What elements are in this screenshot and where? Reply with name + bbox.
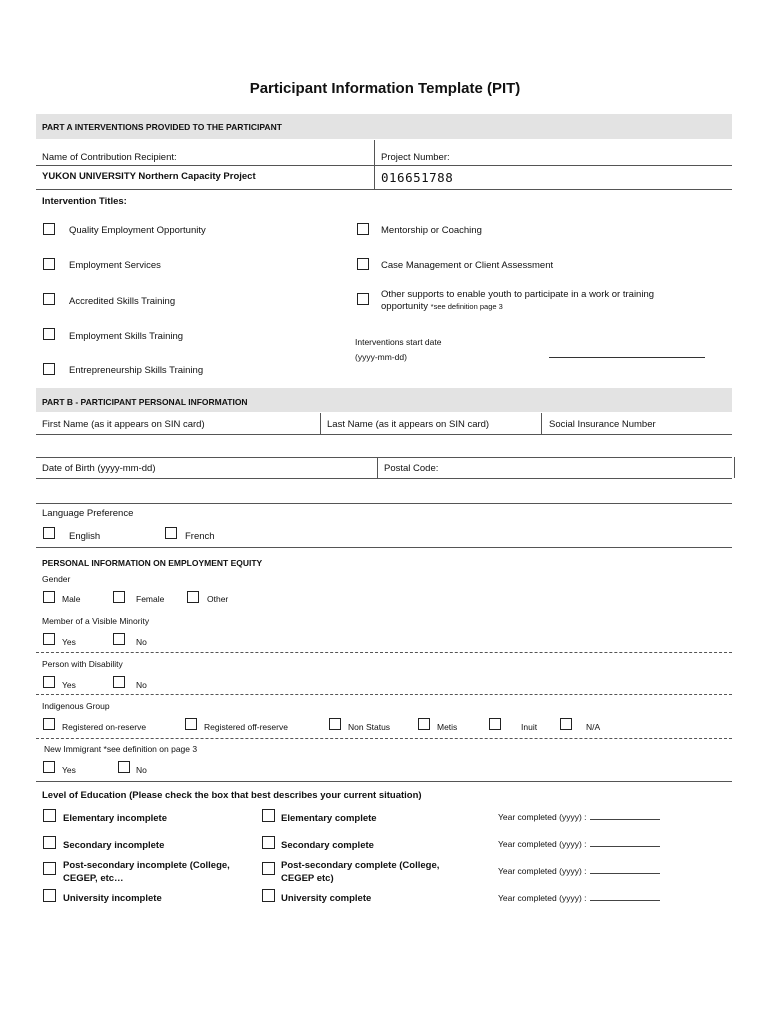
option-label-line2	[381, 301, 503, 312]
checkbox-disability-no[interactable]	[113, 676, 125, 688]
divider	[320, 413, 321, 435]
option-label: English	[69, 531, 101, 542]
option-label: Male	[62, 594, 81, 604]
year-completed-label: Year completed (yyyy) :	[498, 866, 587, 876]
checkbox-minority-no[interactable]	[113, 633, 125, 645]
immigrant-label: New Immigrant *see definition on page 3	[44, 744, 198, 754]
checkbox-disability-yes[interactable]	[43, 676, 55, 688]
indigenous-label: Indigenous Group	[42, 701, 110, 711]
checkbox-other-supports[interactable]	[357, 293, 369, 305]
dashed-divider	[36, 652, 732, 653]
start-date-input[interactable]	[549, 357, 705, 358]
option-label: Inuit	[521, 722, 538, 732]
option-label: No	[136, 680, 147, 690]
checkbox-case-management[interactable]	[357, 258, 369, 270]
checkbox-minority-yes[interactable]	[43, 633, 55, 645]
option-label-line2: CEGEP etc)	[281, 873, 334, 884]
checkbox-non-status[interactable]	[329, 718, 341, 730]
checkbox-secondary-incomplete[interactable]	[43, 836, 56, 849]
year-input[interactable]	[590, 892, 660, 901]
year-input[interactable]	[590, 865, 660, 874]
divider	[36, 781, 732, 782]
option-label: N/A	[586, 722, 601, 732]
dashed-divider	[36, 694, 732, 695]
recipient-label: Name of Contribution Recipient:	[42, 152, 177, 163]
dob-label: Date of Birth (yyyy-mm-dd)	[42, 463, 156, 474]
option-label: Non Status	[348, 722, 391, 732]
option-label: University incomplete	[63, 893, 162, 904]
checkbox-metis[interactable]	[418, 718, 430, 730]
option-label: Elementary complete	[281, 813, 377, 824]
part-a-header: PART A INTERVENTIONS PROVIDED TO THE PARTICIPANT	[42, 122, 282, 132]
checkbox-english[interactable]	[43, 527, 55, 539]
option-label: Registered off-reserve	[204, 722, 288, 732]
option-label: Yes	[62, 680, 76, 690]
start-date-format: (yyyy-mm-dd)	[355, 352, 407, 362]
dashed-divider	[36, 738, 732, 739]
year-input[interactable]	[590, 811, 660, 820]
option-label: Post-secondary complete (College,	[281, 860, 440, 871]
option-label: Yes	[62, 637, 76, 647]
option-label: Registered on-reserve	[62, 722, 147, 732]
project-number-label: Project Number:	[381, 152, 450, 163]
option-label: French	[185, 531, 215, 542]
checkbox-accredited-skills[interactable]	[43, 293, 55, 305]
year-completed-label: Year completed (yyyy) :	[498, 839, 587, 849]
checkbox-immigrant-yes[interactable]	[43, 761, 55, 773]
interventions-label: Intervention Titles:	[42, 196, 127, 207]
checkbox-elementary-complete[interactable]	[262, 809, 275, 822]
divider	[36, 165, 732, 166]
option-label: Yes	[62, 765, 76, 775]
page-title: Participant Information Template (PIT)	[249, 80, 521, 97]
option-label: University complete	[281, 893, 372, 904]
checkbox-postsecondary-complete[interactable]	[262, 862, 275, 875]
checkbox-immigrant-no[interactable]	[118, 761, 130, 773]
checkbox-elementary-incomplete[interactable]	[43, 809, 56, 822]
name-sin-input-row[interactable]	[36, 435, 732, 457]
year-completed-label: Year completed (yyyy) :	[498, 893, 587, 903]
divider	[36, 503, 732, 504]
dob-input-row[interactable]	[36, 479, 732, 503]
gender-label: Gender	[42, 574, 71, 584]
divider	[541, 413, 542, 435]
option-label: Other	[207, 594, 229, 604]
option-label: Secondary complete	[281, 840, 374, 851]
option-label: Post-secondary incomplete (College,	[63, 860, 230, 871]
checkbox-na[interactable]	[560, 718, 572, 730]
option-label: Secondary incomplete	[63, 840, 165, 851]
checkbox-off-reserve[interactable]	[185, 718, 197, 730]
checkbox-quality-employment[interactable]	[43, 223, 55, 235]
project-number-value[interactable]: 016651788	[381, 170, 454, 185]
option-label: Elementary incomplete	[63, 813, 168, 824]
option-label: opportunity	[381, 301, 429, 312]
checkbox-male[interactable]	[43, 591, 55, 603]
divider	[377, 457, 378, 478]
option-label: Female	[136, 594, 165, 604]
checkbox-inuit[interactable]	[489, 718, 501, 730]
disability-label: Person with Disability	[42, 659, 123, 669]
visible-minority-label: Member of a Visible Minority	[42, 616, 150, 626]
option-label: No	[136, 637, 147, 647]
checkbox-french[interactable]	[165, 527, 177, 539]
option-label: No	[136, 765, 147, 775]
option-label: Case Management or Client Assessment	[381, 260, 554, 271]
year-completed[interactable]	[498, 838, 660, 849]
option-label: Other supports to enable youth to participate in a work or training	[381, 289, 655, 300]
year-completed[interactable]	[498, 811, 660, 822]
year-completed[interactable]	[498, 892, 660, 903]
checkbox-entrepreneurship[interactable]	[43, 363, 55, 375]
checkbox-female[interactable]	[113, 591, 125, 603]
start-date-label: Interventions start date	[355, 337, 442, 347]
part-b-header: PART B - PARTICIPANT PERSONAL INFORMATION	[42, 397, 248, 407]
checkbox-on-reserve[interactable]	[43, 718, 55, 730]
option-label: Quality Employment Opportunity	[69, 225, 206, 236]
divider	[36, 189, 732, 190]
recipient-value[interactable]: YUKON UNIVERSITY Northern Capacity Project	[42, 171, 256, 182]
checkbox-university-incomplete[interactable]	[43, 889, 56, 902]
divider	[734, 457, 735, 478]
option-label: Mentorship or Coaching	[381, 225, 482, 236]
option-label: Employment Services	[69, 260, 161, 271]
checkbox-other[interactable]	[187, 591, 199, 603]
language-label: Language Preference	[42, 508, 134, 519]
checkbox-postsecondary-incomplete[interactable]	[43, 862, 56, 875]
checkbox-employment-services[interactable]	[43, 258, 55, 270]
year-input[interactable]	[590, 838, 660, 847]
first-name-label: First Name (as it appears on SIN card)	[42, 419, 205, 430]
option-label: Employment Skills Training	[69, 331, 184, 342]
definition-note: *see definition page 3	[430, 302, 503, 311]
option-label-line2: CEGEP, etc…	[63, 873, 124, 884]
checkbox-secondary-complete[interactable]	[262, 836, 275, 849]
checkbox-mentorship[interactable]	[357, 223, 369, 235]
last-name-label: Last Name (as it appears on SIN card)	[327, 419, 490, 430]
option-label: Accredited Skills Training	[69, 296, 176, 307]
divider	[36, 457, 732, 458]
postal-code-label: Postal Code:	[384, 463, 439, 474]
sin-label: Social Insurance Number	[549, 419, 656, 430]
checkbox-university-complete[interactable]	[262, 889, 275, 902]
year-completed-label: Year completed (yyyy) :	[498, 812, 587, 822]
checkbox-employment-skills[interactable]	[43, 328, 55, 340]
option-label: Entrepreneurship Skills Training	[69, 365, 204, 376]
equity-header: PERSONAL INFORMATION ON EMPLOYMENT EQUITY	[42, 558, 263, 568]
year-completed[interactable]	[498, 865, 660, 876]
education-label: Level of Education (Please check the box that best describes your current situation)	[42, 790, 422, 801]
option-label: Metis	[437, 722, 458, 732]
divider	[36, 547, 732, 548]
